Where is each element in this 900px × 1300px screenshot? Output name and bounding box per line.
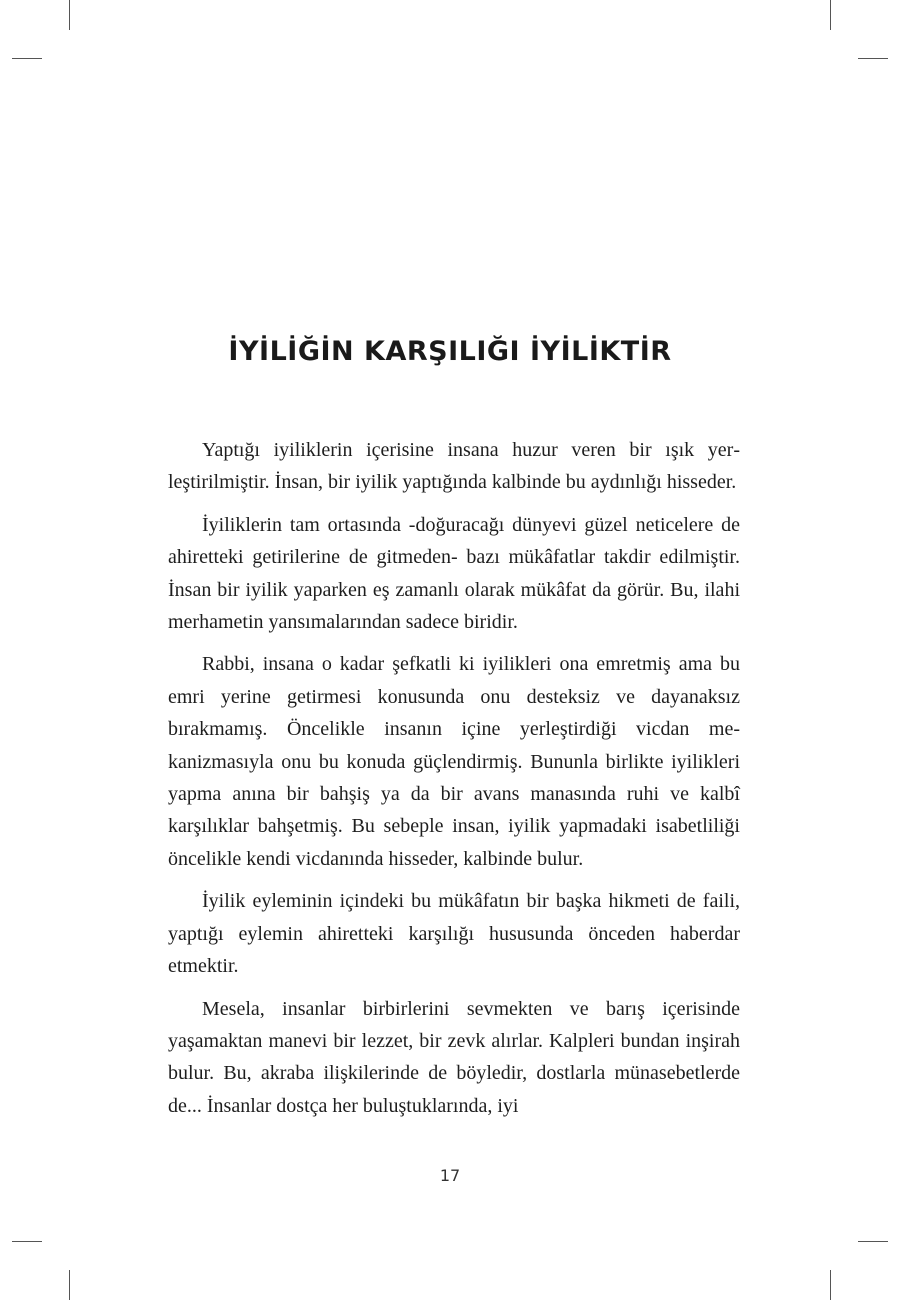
paragraph: Yaptığı iyiliklerin içerisine insana huzur veren bir ışık yerleştirilmiştir. İnsan, bir iyilik yaptığında kalbinde bu aydınlığı hisseder.	[168, 439, 740, 494]
crop-mark-top-left	[69, 0, 70, 30]
paragraph: İyiliklerin tam ortasında -doğuracağı dünyevi güzel neticelere de ahiretteki getirilerine de gitmeden- bazı mükâfatlar takdir edilmiştir. İnsan bir iyilik yaparken eş zamanlı olarak mükâfat da görür. Bu, ilahi merhametin yansımalarından sadece biridir.	[168, 513, 740, 634]
paragraph: Mesela, insanlar birbirlerini sevmekten ve barış içerisinde yaşamaktan manevi bir lezzet, bir zevk alırlar. Kalpleri bundan inşirah bulur. Bu, akraba ilişkilerinde de böyledir, dostlarla münasebetlerde de... İnsanlar dostça her buluştuklarında, iyi	[168, 997, 740, 1117]
crop-mark-left-top	[12, 58, 42, 59]
crop-mark-right-bottom	[858, 1241, 888, 1242]
chapter-title: İYİLİĞİN KARŞILIĞI İYİLİKTİR	[228, 336, 672, 367]
crop-mark-top-right	[830, 0, 831, 30]
body-text	[168, 434, 740, 1132]
page-number: 17	[439, 1166, 461, 1185]
paragraph: Rabbi, insana o kadar şefkatli ki iyilikleri ona emretmiş ama bu emri yerine getirmesi konusunda onu desteksiz ve dayanaksız bırakmamış. Öncelikle insanın içine yerleştirdiği vicdan mekanizmasıyla onu bu konuda güçlendirmiş. Bununla birlikte iyilikleri yapma anına bir bahşiş ya da bir avans manasında ruhi ve kalbî karşılıklar bahşetmiş. Bu sebeple insan, iyilik yapmadaki isabetliliği öncelikle kendi vicdanında hisseder, kalbinde bulur.	[168, 653, 740, 870]
crop-mark-bottom-right	[830, 1270, 831, 1300]
crop-mark-left-bottom	[12, 1241, 42, 1242]
paragraph: İyilik eyleminin içindeki bu mükâfatın bir başka hikmeti de faili, yaptığı eylemin ahiretteki karşılığı hususunda önceden haberdar etmektir.	[168, 890, 740, 978]
crop-mark-right-top	[858, 58, 888, 59]
crop-mark-bottom-left	[69, 1270, 70, 1300]
